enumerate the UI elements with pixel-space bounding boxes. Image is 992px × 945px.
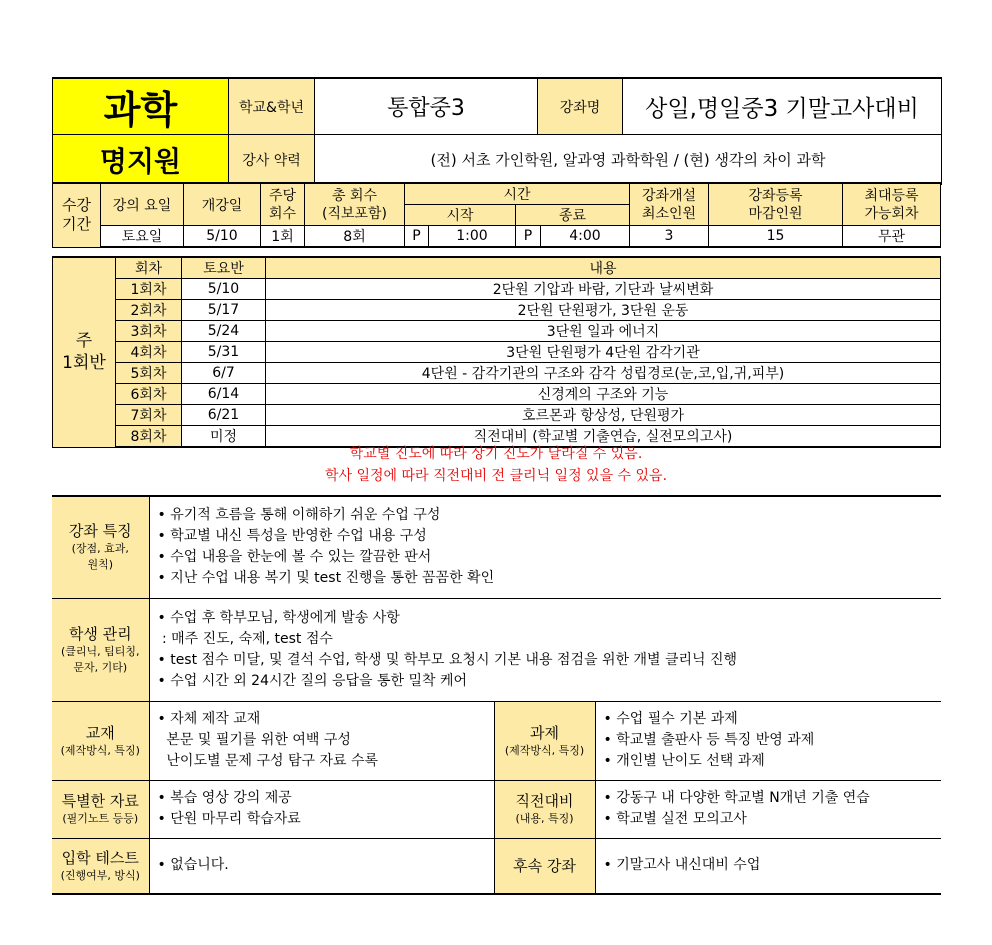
list-item: • 기말고사 내신대비 수업 xyxy=(603,857,761,874)
course-title: 상일,명일중3 기말고사대비 xyxy=(623,78,942,135)
list-item: • 수업 후 학부모님, 학생에게 발송 사항 xyxy=(157,609,400,626)
date-cell: 5/17 xyxy=(182,300,266,321)
deadline-label: 강좌등록 마감인원 xyxy=(709,183,843,226)
teacher-career: (전) 서초 가인학원, 알과영 과학학원 / (현) 생각의 차이 과학 xyxy=(315,135,942,185)
start-date-label: 개강일 xyxy=(184,183,261,226)
total-count-label: 총 회수 (직보포함) xyxy=(305,183,405,226)
homework-sub: (제작방식, 특징) xyxy=(504,743,585,757)
session-cell: 3회차 xyxy=(116,321,182,342)
list-item: : 매주 진도, 숙제, test 점수 xyxy=(157,630,333,647)
management-list xyxy=(149,598,941,701)
list-item: • 유기적 흐름을 통해 이해하기 쉬운 수업 구성 xyxy=(157,507,441,524)
start-time-value: 1:00 xyxy=(429,226,516,248)
note-line: 학사 일정에 따라 직전대비 전 클리닉 일정 있을 수 있음. xyxy=(324,468,668,484)
max-session-label: 최대등록 가능회차 xyxy=(843,183,941,226)
list-item: • 수업 시간 외 24시간 질의 응답을 통한 밀착 케어 xyxy=(157,672,468,689)
career-label: 강사 약력 xyxy=(229,135,315,185)
schedule-table xyxy=(52,182,941,248)
textbook-label-cell xyxy=(52,701,149,780)
table-row xyxy=(53,405,941,426)
followup-label: 후속 강좌 xyxy=(513,856,576,875)
note-line: 학교별 진도에 따라 상기 진도가 달라질 수 있음. xyxy=(349,446,643,462)
content-cell: 3단원 일과 에너지 xyxy=(266,321,941,342)
list-item: • 수업 필수 기본 과제 xyxy=(603,711,738,727)
content-col-header: 내용 xyxy=(266,257,941,279)
list-item: 본문 및 필기를 위한 여백 구성 xyxy=(157,732,351,748)
list-item: • 지난 수업 내용 복기 및 test 진행을 통한 꼼꼼한 확인 xyxy=(157,570,495,587)
list-item: 난이도별 문제 구성 탐구 자료 수록 xyxy=(157,753,378,769)
features-label: 강좌 특징 xyxy=(68,522,132,541)
followup-label-cell xyxy=(494,838,595,894)
final-prep-label: 직전대비 xyxy=(515,792,574,810)
management-label: 학생 관리 xyxy=(68,624,132,643)
time-label: 시간 xyxy=(405,183,630,205)
content-cell: 2단원 기압과 바람, 기단과 날씨변화 xyxy=(266,279,941,300)
end-time-value: 4:00 xyxy=(541,226,630,248)
course-info-table xyxy=(52,495,941,895)
list-item: • 단원 마무리 학습자료 xyxy=(157,811,301,827)
subject-title: 과학 xyxy=(53,78,229,135)
end-ampm: P xyxy=(516,226,541,248)
list-item: • 자체 제작 교재 xyxy=(157,711,261,727)
list-item: • 수업 내용을 한눈에 볼 수 있는 깔끔한 판서 xyxy=(157,549,432,566)
date-cell: 6/14 xyxy=(182,384,266,405)
management-sub: (클리닉, 팀티칭, 문자, 기타) xyxy=(60,644,140,674)
session-cell: 4회차 xyxy=(116,342,182,363)
list-item: • 개인별 난이도 선택 과제 xyxy=(603,753,765,769)
content-cell: 3단원 단원평가 4단원 감각기관 xyxy=(266,342,941,363)
list-item: • 강동구 내 다양한 학교별 N개년 기출 연습 xyxy=(603,790,870,806)
management-label-cell xyxy=(52,598,149,701)
grade-label: 학교&학년 xyxy=(229,78,315,135)
table-row xyxy=(53,384,941,405)
start-time-label: 시작 xyxy=(405,205,516,226)
final-prep-list xyxy=(595,780,941,838)
content-cell: 2단원 단원평가, 3단원 운동 xyxy=(266,300,941,321)
table-row xyxy=(53,363,941,384)
textbook-label: 교재 xyxy=(85,723,115,742)
entrance-label: 입학 테스트 xyxy=(61,848,139,867)
materials-label: 특별한 자료 xyxy=(61,792,139,810)
date-cell: 미정 xyxy=(182,426,266,448)
total-count-value: 8회 xyxy=(305,226,405,248)
final-prep-sub: (내용, 특징) xyxy=(515,812,574,825)
session-cell: 1회차 xyxy=(116,279,182,300)
table-row xyxy=(53,342,941,363)
materials-list xyxy=(149,780,494,838)
list-item: • 복습 영상 강의 제공 xyxy=(157,790,292,806)
table-row xyxy=(53,321,941,342)
features-sub: (장점, 효과, 원칙) xyxy=(71,542,129,572)
table-row xyxy=(53,300,941,321)
date-cell: 5/31 xyxy=(182,342,266,363)
final-prep-label-cell xyxy=(494,780,595,838)
course-label: 강좌명 xyxy=(538,78,623,135)
list-item: • test 점수 미달, 및 결석 수업, 학생 및 학부모 요청시 기본 내용 점검을 위한 개별 클리닉 진행 xyxy=(157,651,738,668)
features-list xyxy=(149,496,941,598)
session-cell: 2회차 xyxy=(116,300,182,321)
date-cell: 5/10 xyxy=(182,279,266,300)
textbook-list xyxy=(149,701,494,780)
features-label-cell xyxy=(52,496,149,598)
teacher-name: 명지원 xyxy=(53,135,229,185)
session-col-header: 회차 xyxy=(116,257,182,279)
content-cell: 4단원 - 감각기관의 구조와 감각 성립경로(눈,코,입,귀,피부) xyxy=(266,363,941,384)
start-ampm: P xyxy=(405,226,429,248)
homework-list xyxy=(595,701,941,780)
list-item: • 학교별 내신 특성을 반영한 수업 내용 구성 xyxy=(157,528,427,545)
list-item: • 학교별 실전 모의고사 xyxy=(603,811,747,827)
start-date-value: 5/10 xyxy=(184,226,261,248)
grade-value: 통합중3 xyxy=(315,78,538,135)
min-students-label: 강좌개설 최소인원 xyxy=(630,183,709,226)
entrance-list xyxy=(149,838,494,894)
day-label: 강의 요일 xyxy=(101,183,184,226)
schedule-notes xyxy=(52,443,940,487)
end-time-label: 종료 xyxy=(516,205,630,226)
class-type-label: 주 1회반 xyxy=(53,257,116,447)
session-cell: 6회차 xyxy=(116,384,182,405)
date-cell: 6/7 xyxy=(182,363,266,384)
list-item: • 없습니다. xyxy=(157,857,229,874)
entrance-sub: (진행여부, 방식) xyxy=(60,868,140,882)
materials-label-cell xyxy=(52,780,149,838)
period-label: 수강 기간 xyxy=(53,183,101,247)
date-cell: 5/24 xyxy=(182,321,266,342)
weekly-count-label: 주당 회수 xyxy=(261,183,305,226)
deadline-value: 15 xyxy=(709,226,843,248)
session-cell: 8회차 xyxy=(116,426,182,448)
content-cell: 신경계의 구조와 기능 xyxy=(266,384,941,405)
max-session-value: 무관 xyxy=(843,226,941,248)
weekly-count-value: 1회 xyxy=(261,226,305,248)
day-value: 토요일 xyxy=(101,226,184,248)
date-cell: 6/21 xyxy=(182,405,266,426)
followup-list xyxy=(595,838,941,894)
table-row xyxy=(53,279,941,300)
list-item: • 학교별 출판사 등 특징 반영 과제 xyxy=(603,732,815,748)
homework-label: 과제 xyxy=(530,723,559,742)
content-cell: 호르몬과 항상성, 단원평가 xyxy=(266,405,941,426)
session-cell: 5회차 xyxy=(116,363,182,384)
date-col-header: 토요반 xyxy=(182,257,266,279)
materials-sub: (필기노트 등등) xyxy=(62,812,139,825)
session-cell: 7회차 xyxy=(116,405,182,426)
entrance-label-cell xyxy=(52,838,149,894)
textbook-sub: (제작방식, 특징) xyxy=(60,743,140,757)
header-table xyxy=(52,77,942,185)
content-cell: 직전대비 (학교별 기출연습, 실전모의고사) xyxy=(266,426,941,448)
curriculum-table xyxy=(52,256,941,448)
homework-label-cell xyxy=(494,701,595,780)
min-students-value: 3 xyxy=(630,226,709,248)
